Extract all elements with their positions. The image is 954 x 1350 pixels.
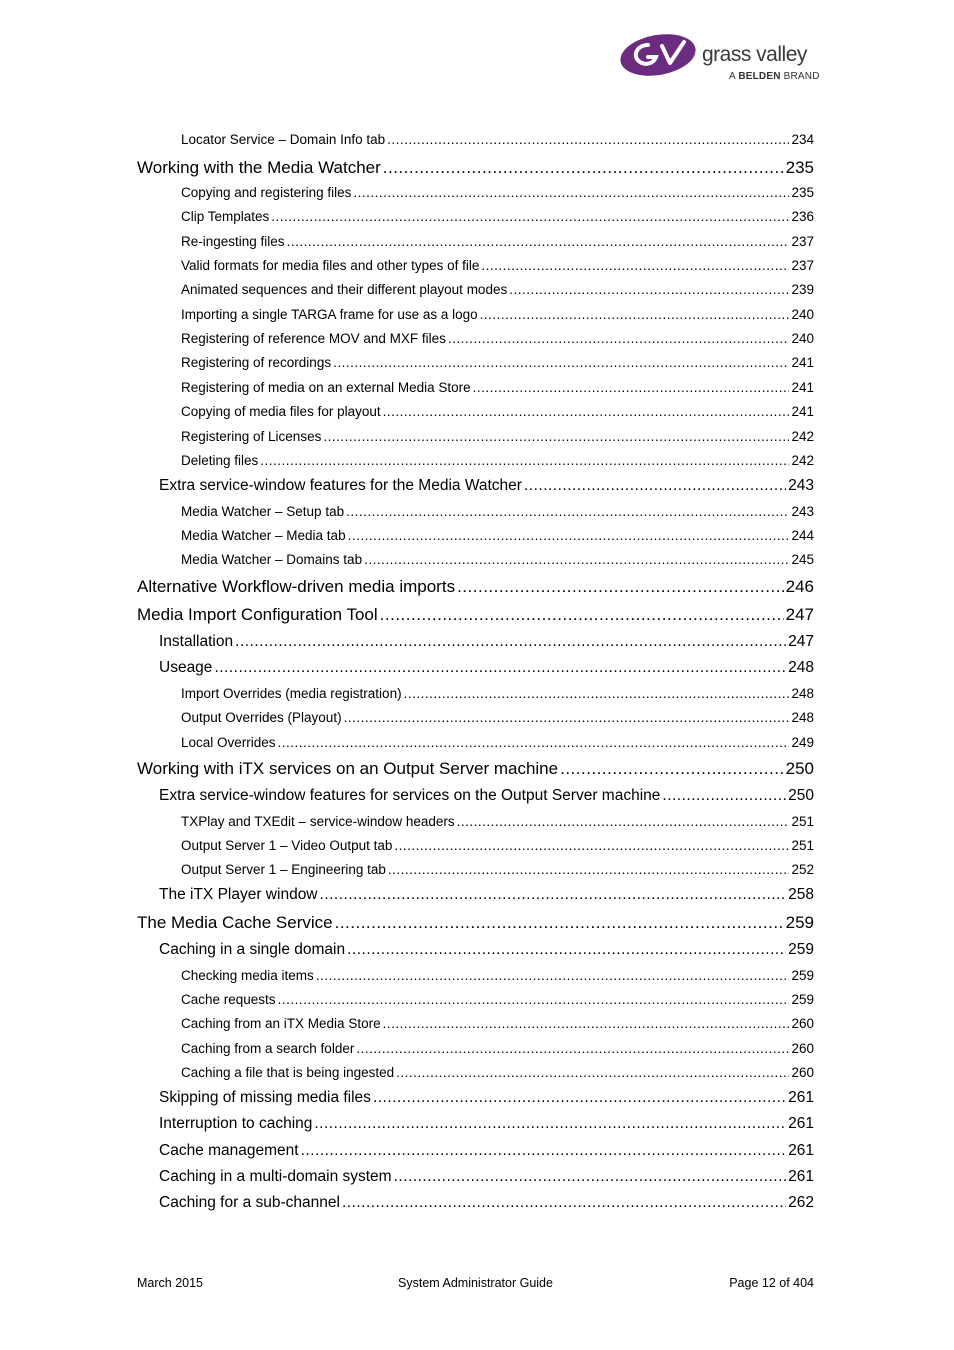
toc-entry[interactable] bbox=[181, 404, 814, 419]
toc-dot-leader bbox=[333, 355, 789, 370]
toc-entry-title: Working with iTX services on an Output Server machine bbox=[137, 759, 559, 778]
toc-entry[interactable] bbox=[181, 258, 814, 273]
toc-dot-leader bbox=[348, 528, 790, 543]
toc-entry-title: TXPlay and TXEdit – service-window headers bbox=[181, 814, 455, 829]
toc-entry[interactable] bbox=[181, 528, 814, 543]
toc-entry[interactable] bbox=[181, 234, 814, 249]
toc-dot-leader bbox=[380, 605, 784, 625]
toc-entry-page: 248 bbox=[788, 659, 814, 676]
grass-valley-logo bbox=[618, 30, 823, 90]
toc-entry-title: Local Overrides bbox=[181, 735, 276, 750]
toc-entry-title: Copying of media files for playout bbox=[181, 404, 381, 419]
toc-dot-leader bbox=[214, 659, 786, 677]
toc-entry[interactable] bbox=[159, 1142, 814, 1160]
toc-entry-title: Media Import Configuration Tool bbox=[137, 605, 378, 624]
toc-entry-title: Import Overrides (media registration) bbox=[181, 686, 402, 701]
toc-entry-page: 251 bbox=[791, 814, 814, 829]
toc-entry-title: Caching a file that is being ingested bbox=[181, 1065, 395, 1080]
toc-entry-title: The iTX Player window bbox=[159, 886, 318, 903]
toc-dot-leader bbox=[356, 1041, 789, 1056]
toc-entry-title: Caching from a search folder bbox=[181, 1041, 355, 1056]
toc-entry[interactable] bbox=[159, 1194, 814, 1212]
toc-entry-title: Registering of Licenses bbox=[181, 429, 322, 444]
toc-entry-title: Alternative Workflow-driven media imports bbox=[137, 577, 456, 596]
toc-entry[interactable] bbox=[137, 605, 814, 625]
toc-entry-title: Skipping of missing media files bbox=[159, 1089, 371, 1106]
toc-dot-leader bbox=[383, 1016, 790, 1031]
toc-entry-page: 260 bbox=[791, 1041, 814, 1056]
toc-dot-leader bbox=[335, 913, 784, 933]
toc-entry-page: 240 bbox=[791, 307, 814, 322]
toc-entry[interactable] bbox=[181, 552, 814, 567]
page-footer bbox=[137, 1276, 814, 1294]
toc-entry-title: Media Watcher – Media tab bbox=[181, 528, 346, 543]
toc-entry-page: 261 bbox=[788, 1168, 814, 1185]
toc-dot-leader bbox=[457, 577, 784, 597]
toc-dot-leader bbox=[344, 710, 790, 725]
toc-entry-title: Animated sequences and their different playout modes bbox=[181, 282, 508, 297]
toc-entry[interactable] bbox=[181, 838, 814, 853]
toc-entry-title: Output Server 1 – Engineering tab bbox=[181, 862, 386, 877]
toc-entry-title: Valid formats for media files and other types of file bbox=[181, 258, 480, 273]
toc-dot-leader bbox=[353, 185, 789, 200]
toc-entry[interactable] bbox=[181, 209, 814, 224]
toc-entry-page: 241 bbox=[791, 404, 814, 419]
toc-entry-page: 246 bbox=[785, 577, 814, 596]
toc-entry-page: 248 bbox=[791, 710, 814, 725]
toc-entry[interactable] bbox=[159, 886, 814, 904]
toc-entry[interactable] bbox=[137, 913, 814, 933]
toc-entry-page: 248 bbox=[791, 686, 814, 701]
toc-entry-title: Caching from an iTX Media Store bbox=[181, 1016, 381, 1031]
toc-entry-title: Caching in a multi-domain system bbox=[159, 1168, 392, 1185]
toc-entry-title: Cache requests bbox=[181, 992, 276, 1007]
toc-entry[interactable] bbox=[181, 710, 814, 725]
toc-entry-title: Media Watcher – Setup tab bbox=[181, 504, 345, 519]
logo-tagline: A BELDEN BRAND bbox=[729, 71, 820, 82]
logo-brand-text: grass valley bbox=[702, 43, 807, 66]
toc-dot-leader bbox=[383, 158, 784, 178]
toc-entry[interactable] bbox=[181, 380, 814, 395]
toc-entry-page: 250 bbox=[788, 787, 814, 804]
toc-entry[interactable] bbox=[181, 185, 814, 200]
toc-entry[interactable] bbox=[181, 282, 814, 297]
toc-entry-page: 258 bbox=[788, 886, 814, 903]
toc-dot-leader bbox=[364, 552, 789, 567]
toc-dot-leader bbox=[271, 209, 789, 224]
toc-entry-title: Copying and registering files bbox=[181, 185, 352, 200]
toc-entry-page: 261 bbox=[788, 1089, 814, 1106]
toc-entry-page: 250 bbox=[785, 759, 814, 778]
toc-entry-page: 237 bbox=[791, 234, 814, 249]
toc-entry[interactable] bbox=[181, 355, 814, 370]
toc-entry[interactable] bbox=[159, 1115, 814, 1133]
toc-entry-page: 243 bbox=[791, 504, 814, 519]
toc-dot-leader bbox=[347, 941, 786, 959]
toc-entry-page: 244 bbox=[791, 528, 814, 543]
toc-dot-leader bbox=[342, 1194, 786, 1212]
toc-entry[interactable] bbox=[159, 633, 814, 651]
toc-dot-leader bbox=[260, 453, 789, 468]
toc-entry-page: 249 bbox=[791, 735, 814, 750]
toc-entry[interactable] bbox=[181, 307, 814, 322]
toc-entry-title: Interruption to caching bbox=[159, 1115, 313, 1132]
toc-entry-title: Output Overrides (Playout) bbox=[181, 710, 342, 725]
toc-dot-leader bbox=[301, 1142, 787, 1160]
toc-entry[interactable] bbox=[181, 1041, 814, 1056]
toc-dot-leader bbox=[323, 429, 789, 444]
footer-document-title: System Administrator Guide bbox=[398, 1276, 553, 1290]
toc-entry-page: 261 bbox=[788, 1142, 814, 1159]
toc-entry[interactable] bbox=[181, 331, 814, 346]
toc-entry-page: 241 bbox=[791, 380, 814, 395]
toc-dot-leader bbox=[388, 862, 790, 877]
toc-entry-page: 259 bbox=[788, 941, 814, 958]
footer-page-number: Page 12 of 404 bbox=[729, 1276, 814, 1290]
toc-entry[interactable] bbox=[159, 941, 814, 959]
toc-dot-leader bbox=[314, 1115, 786, 1133]
toc-entry[interactable] bbox=[181, 429, 814, 444]
toc-entry-page: 234 bbox=[791, 132, 814, 147]
toc-dot-leader bbox=[448, 331, 790, 346]
toc-dot-leader bbox=[320, 886, 787, 904]
toc-entry-page: 239 bbox=[791, 282, 814, 297]
toc-entry-title: Output Server 1 – Video Output tab bbox=[181, 838, 393, 853]
toc-dot-leader bbox=[278, 735, 790, 750]
toc-entry-title: Deleting files bbox=[181, 453, 259, 468]
toc-dot-leader bbox=[383, 404, 790, 419]
toc-dot-leader bbox=[473, 380, 790, 395]
toc-entry-page: 237 bbox=[791, 258, 814, 273]
toc-entry-title: Extra service-window features for the Media Watcher bbox=[159, 477, 522, 494]
toc-entry-title: Media Watcher – Domains tab bbox=[181, 552, 363, 567]
toc-entry-title: Cache management bbox=[159, 1142, 299, 1159]
toc-entry-title: Registering of recordings bbox=[181, 355, 332, 370]
footer-date: March 2015 bbox=[137, 1276, 204, 1290]
toc-entry-page: 235 bbox=[791, 185, 814, 200]
toc-entry[interactable] bbox=[159, 659, 814, 677]
toc-entry-page: 235 bbox=[785, 158, 814, 177]
toc-entry[interactable] bbox=[159, 477, 814, 495]
toc-dot-leader bbox=[509, 282, 789, 297]
toc-entry[interactable] bbox=[181, 453, 814, 468]
toc-entry-page: 243 bbox=[788, 477, 814, 494]
toc-entry-title: Caching in a single domain bbox=[159, 941, 346, 958]
toc-entry-page: 259 bbox=[785, 913, 814, 932]
toc-entry-page: 245 bbox=[791, 552, 814, 567]
toc-dot-leader bbox=[524, 477, 786, 495]
toc-entry[interactable] bbox=[181, 735, 814, 750]
toc-entry-page: 242 bbox=[791, 429, 814, 444]
toc-entry[interactable] bbox=[159, 787, 814, 805]
toc-entry-title: Re-ingesting files bbox=[181, 234, 285, 249]
toc-entry-title: Extra service-window features for services on the Output Server machine bbox=[159, 787, 661, 804]
toc-entry-page: 251 bbox=[791, 838, 814, 853]
toc-entry-title: Clip Templates bbox=[181, 209, 270, 224]
toc-entry-title: Checking media items bbox=[181, 968, 314, 983]
toc-dot-leader bbox=[316, 968, 790, 983]
toc-entry-title: Caching for a sub-channel bbox=[159, 1194, 340, 1211]
toc-entry-page: 261 bbox=[788, 1115, 814, 1132]
toc-entry-page: 241 bbox=[791, 355, 814, 370]
toc-dot-leader bbox=[394, 838, 789, 853]
toc-entry-page: 252 bbox=[791, 862, 814, 877]
toc-dot-leader bbox=[235, 633, 786, 651]
toc-dot-leader bbox=[560, 759, 784, 779]
toc-entry-page: 259 bbox=[791, 968, 814, 983]
toc-entry[interactable] bbox=[159, 1089, 814, 1107]
toc-entry[interactable] bbox=[181, 132, 814, 147]
toc-dot-leader bbox=[387, 132, 789, 147]
toc-entry-page: 260 bbox=[791, 1065, 814, 1080]
toc-dot-leader bbox=[404, 686, 790, 701]
toc-entry-title: Installation bbox=[159, 633, 234, 650]
toc-entry-page: 242 bbox=[791, 453, 814, 468]
toc-entry[interactable] bbox=[181, 1016, 814, 1031]
toc-entry-page: 247 bbox=[788, 633, 814, 650]
toc-dot-leader bbox=[373, 1089, 786, 1107]
toc-entry-page: 240 bbox=[791, 331, 814, 346]
toc-dot-leader bbox=[396, 1065, 789, 1080]
toc-entry-page: 259 bbox=[791, 992, 814, 1007]
toc-dot-leader bbox=[662, 787, 786, 805]
toc-entry[interactable] bbox=[181, 968, 814, 983]
toc-entry[interactable] bbox=[181, 814, 814, 829]
toc-entry-title: Registering of media on an external Media Store bbox=[181, 380, 471, 395]
toc-entry-title: The Media Cache Service bbox=[137, 913, 333, 932]
toc-dot-leader bbox=[346, 504, 789, 519]
toc-entry-page: 236 bbox=[791, 209, 814, 224]
toc-entry[interactable] bbox=[137, 577, 814, 597]
toc-entry[interactable] bbox=[159, 1168, 814, 1186]
toc-dot-leader bbox=[287, 234, 790, 249]
toc-entry[interactable] bbox=[137, 759, 814, 779]
toc-entry[interactable] bbox=[181, 992, 814, 1007]
toc-entry[interactable] bbox=[181, 686, 814, 701]
toc-entry-title: Working with the Media Watcher bbox=[137, 158, 381, 177]
toc-entry-title: Importing a single TARGA frame for use as a logo bbox=[181, 307, 478, 322]
toc-entry-page: 262 bbox=[788, 1194, 814, 1211]
toc-entry-page: 260 bbox=[791, 1016, 814, 1031]
toc-entry[interactable] bbox=[181, 1065, 814, 1080]
toc-dot-leader bbox=[394, 1168, 787, 1186]
toc-entry-page: 247 bbox=[785, 605, 814, 624]
toc-dot-leader bbox=[278, 992, 790, 1007]
toc-dot-leader bbox=[457, 814, 790, 829]
toc-dot-leader bbox=[481, 258, 789, 273]
toc-dot-leader bbox=[480, 307, 790, 322]
toc-entry[interactable] bbox=[137, 158, 814, 178]
toc-entry-title: Registering of reference MOV and MXF files bbox=[181, 331, 446, 346]
toc-entry-title: Useage bbox=[159, 659, 213, 676]
gv-logo-mark-icon bbox=[618, 30, 702, 78]
toc-entry[interactable] bbox=[181, 862, 814, 877]
toc-entry-title: Locator Service – Domain Info tab bbox=[181, 132, 386, 147]
toc-entry[interactable] bbox=[181, 504, 814, 519]
